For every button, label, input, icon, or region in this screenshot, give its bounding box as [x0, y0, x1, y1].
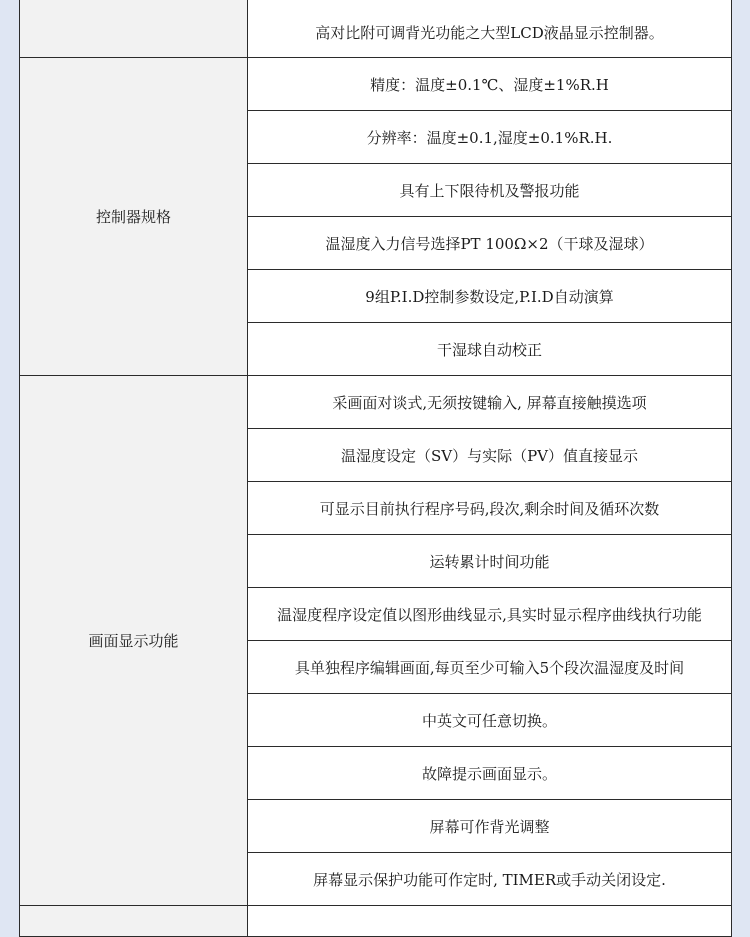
spec-value: 高对比附可调背光功能之大型LCD液晶显示控制器。 [248, 0, 732, 58]
spec-value: 温湿度入力信号选择PT 100Ω×2（干球及湿球） [248, 217, 732, 270]
spec-value: 运转累计时间功能 [248, 535, 732, 588]
category-cell-display-type [20, 0, 248, 58]
spec-table [19, 0, 732, 937]
spec-value: 采画面对谈式,无须按键输入, 屏幕直接触摸选项 [248, 376, 732, 429]
table-row [20, 58, 732, 111]
spec-value: 9组P.I.D控制参数设定,P.I.D自动演算 [248, 270, 732, 323]
category-cell-next [20, 906, 248, 937]
category-cell-controller-spec: 控制器规格 [20, 58, 248, 376]
spec-value-next [248, 906, 732, 937]
spec-sheet [19, 0, 732, 937]
spec-value: 屏幕可作背光调整 [248, 800, 732, 853]
spec-value: 精度：温度±0.1℃、湿度±1%R.H [248, 58, 732, 111]
spec-value: 故障提示画面显示。 [248, 747, 732, 800]
table-row [20, 376, 732, 429]
spec-value: 分辨率：温度±0.1,湿度±0.1%R.H. [248, 111, 732, 164]
spec-value: 温湿度设定（SV）与实际（PV）值直接显示 [248, 429, 732, 482]
spec-value: 干湿球自动校正 [248, 323, 732, 376]
table-row [20, 0, 732, 58]
spec-value: 可显示目前执行程序号码,段次,剩余时间及循环次数 [248, 482, 732, 535]
spec-value: 具有上下限待机及警报功能 [248, 164, 732, 217]
category-cell-screen-display: 画面显示功能 [20, 376, 248, 906]
spec-value: 具单独程序编辑画面,每页至少可输入5个段次温湿度及时间 [248, 641, 732, 694]
spec-value: 中英文可任意切换。 [248, 694, 732, 747]
spec-value: 屏幕显示保护功能可作定时, TIMER或手动关闭设定. [248, 853, 732, 906]
table-row-partial [20, 906, 732, 937]
spec-value: 温湿度程序设定值以图形曲线显示,具实时显示程序曲线执行功能 [248, 588, 732, 641]
